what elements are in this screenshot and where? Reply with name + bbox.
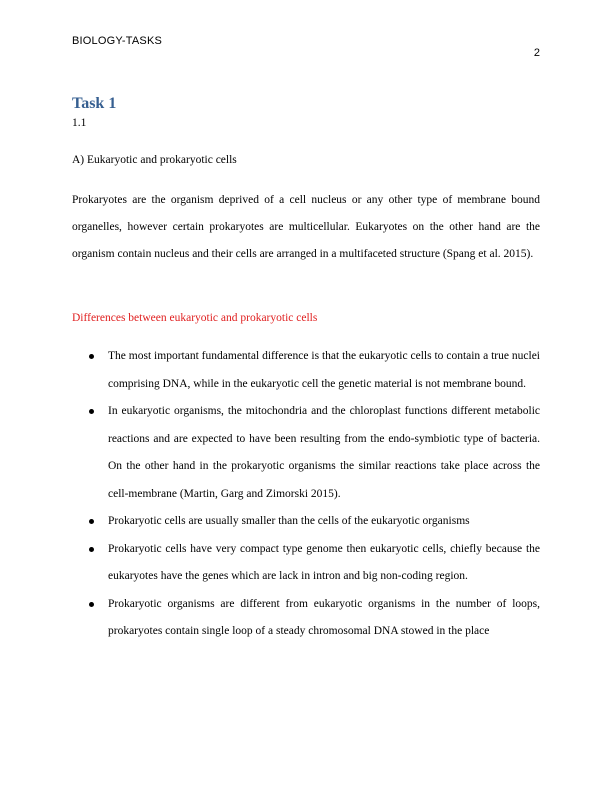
- list-item: [72, 508, 540, 536]
- list-item: [72, 591, 540, 646]
- intro-paragraph: Prokaryotes are the organism deprived of a cell nucleus or any other type of membrane bound organelles, however certain prokaryotes are multicellular. Eukaryotes on the other hand are the organism contain nucleus and their cells are arranged in a multifaceted structure (Spang et al. 2015).: [72, 194, 540, 260]
- differences-list: [72, 343, 540, 646]
- bullet-icon: [89, 547, 94, 552]
- list-item-text: Prokaryotic cells are usually smaller than the cells of the eukaryotic organisms: [108, 515, 470, 527]
- list-item-text: Prokaryotic organisms are different from eukaryotic organisms in the number of loops, prokaryotes contain single loop of a steady chromosomal DNA stowed in the place: [108, 597, 540, 637]
- list-item-text: In eukaryotic organisms, the mitochondria and the chloroplast functions different metabolic reactions and are expected to have been resulting from the endo-symbiotic type of bacteria. On the other hand in the prokaryotic organisms the similar reactions take place across the cell-membrane (Martin, Garg and Zimorski 2015).: [108, 405, 540, 500]
- bullet-icon: [89, 519, 94, 524]
- differences-heading: Differences between eukaryotic and prokaryotic cells: [72, 312, 318, 324]
- list-item-text: Prokaryotic cells have very compact type genome then eukaryotic cells, chiefly because the eukaryotes have the genes which are lack in intron and big non-coding region.: [108, 542, 540, 582]
- list-item: [72, 536, 540, 591]
- section-title: A) Eukaryotic and prokaryotic cells: [72, 154, 237, 166]
- list-item: [72, 343, 540, 398]
- bullet-icon: [89, 602, 94, 607]
- list-item: [72, 398, 540, 508]
- page-number: 2: [533, 47, 540, 59]
- task-heading: Task 1: [72, 95, 117, 112]
- bullet-icon: [89, 354, 94, 359]
- running-head: BIOLOGY-TASKS: [72, 35, 163, 47]
- task-subheading: 1.1: [72, 117, 87, 129]
- bullet-icon: [89, 409, 94, 414]
- list-item-text: The most important fundamental difference is that the eukaryotic cells to contain a true nuclei comprising DNA, while in the eukaryotic cell the genetic material is not membrane bound.: [108, 350, 540, 390]
